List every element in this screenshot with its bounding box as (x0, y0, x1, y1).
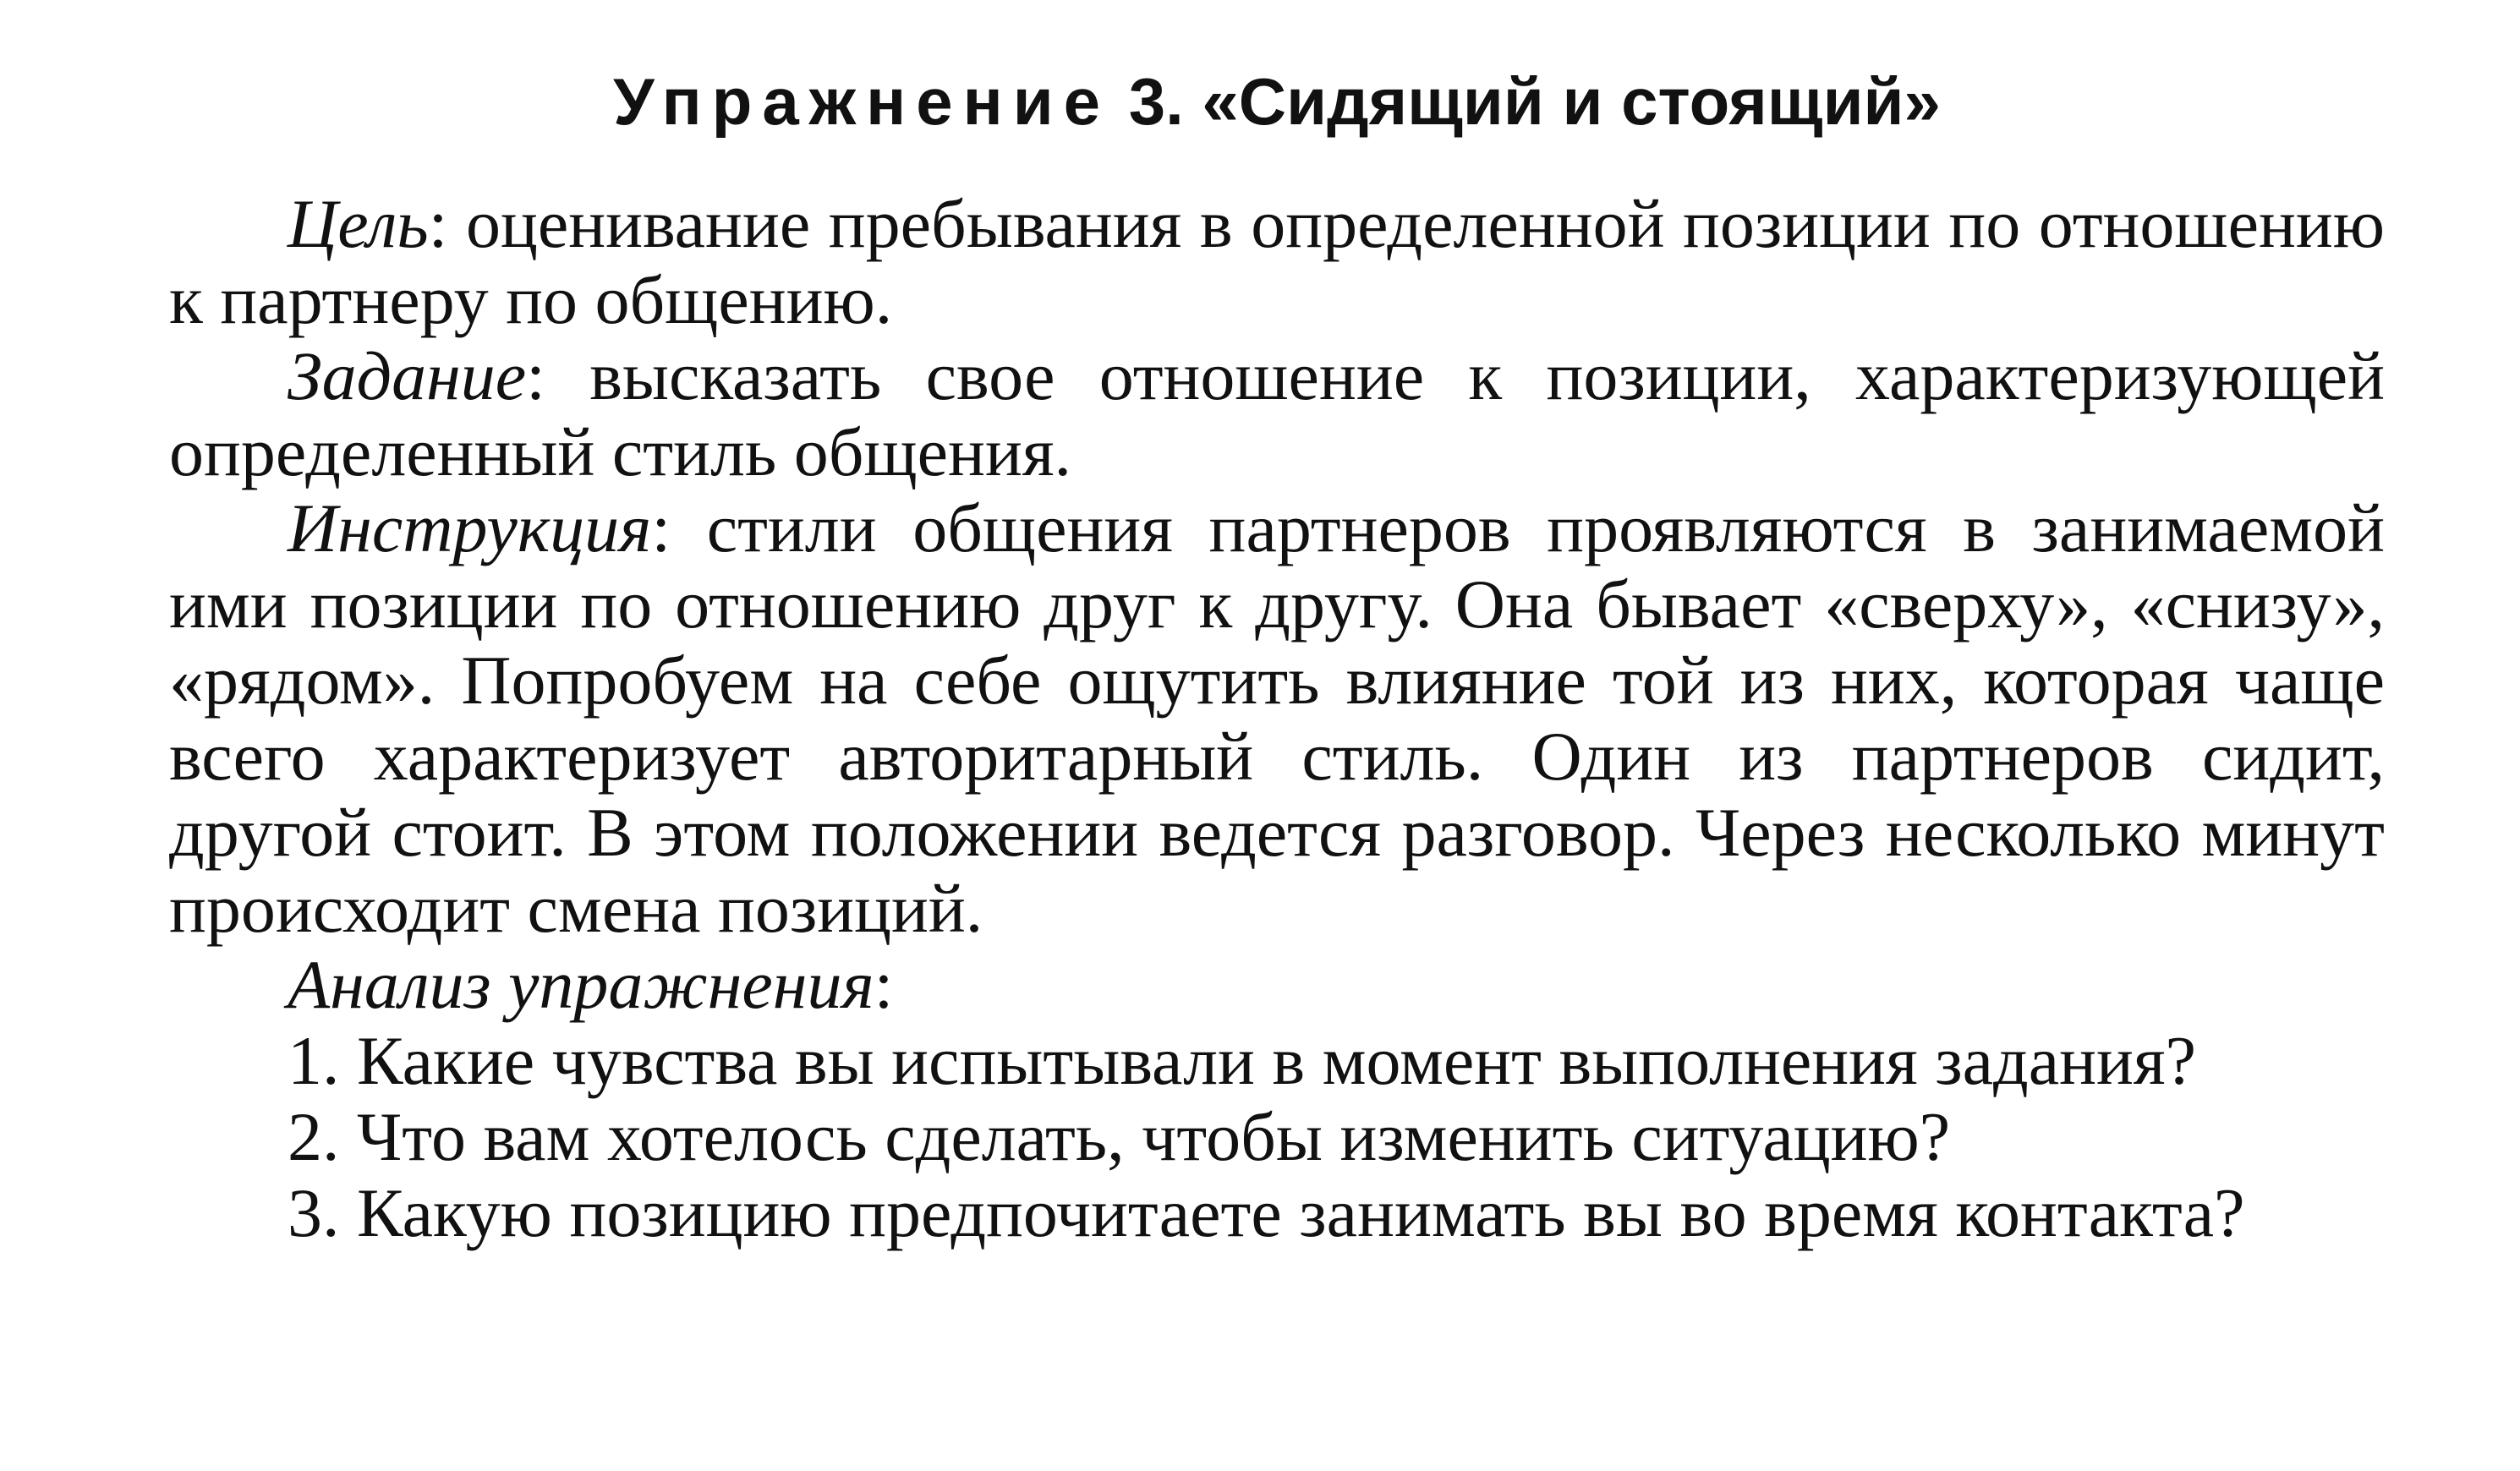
task-paragraph (169, 338, 2385, 490)
analysis-heading (169, 947, 2385, 1023)
analysis-suffix: : (874, 946, 894, 1023)
document-page (169, 51, 2385, 1251)
instruction-text: : стили общения партнеров проявляются в занимаемой ими позиции по отношению друг к другу. Она бывает «сверху», «снизу», «рядом». Попробуем на себе ощутить влияние той из них, которая чаще всего характеризует авторитарный стиль. Один из партнеров сидит, другой стоит. В этом положении ведется разговор. Через несколько минут происходит смена позиций. (169, 489, 2385, 947)
analysis-question: 3. Какую позицию предпочитаете занимать вы во время контакта? (288, 1174, 2245, 1251)
instruction-paragraph (169, 490, 2385, 947)
analysis-question: 2. Что вам хотелось сделать, чтобы изменить ситуацию? (288, 1098, 1951, 1175)
instruction-label: Инструкция (288, 489, 652, 566)
task-label: Задание (288, 337, 527, 414)
goal-text: : оценивание пребывания в определенной позиции по отношению к партнеру по общению. (169, 185, 2385, 338)
exercise-title (169, 51, 2385, 152)
analysis-question: 1. Какие чувства вы испытывали в момент выполнения задания? (288, 1022, 2197, 1099)
exercise-title-word: Упражнение (613, 64, 1111, 139)
analysis-label: Анализ упражнения (288, 946, 874, 1023)
goal-label: Цель (288, 185, 429, 262)
goal-paragraph (169, 186, 2385, 338)
task-text: : высказать свое отношение к позиции, характеризующей определенный стиль общения. (169, 337, 2385, 490)
exercise-title-rest: 3. «Сидящий и стоящий» (1110, 64, 1941, 139)
